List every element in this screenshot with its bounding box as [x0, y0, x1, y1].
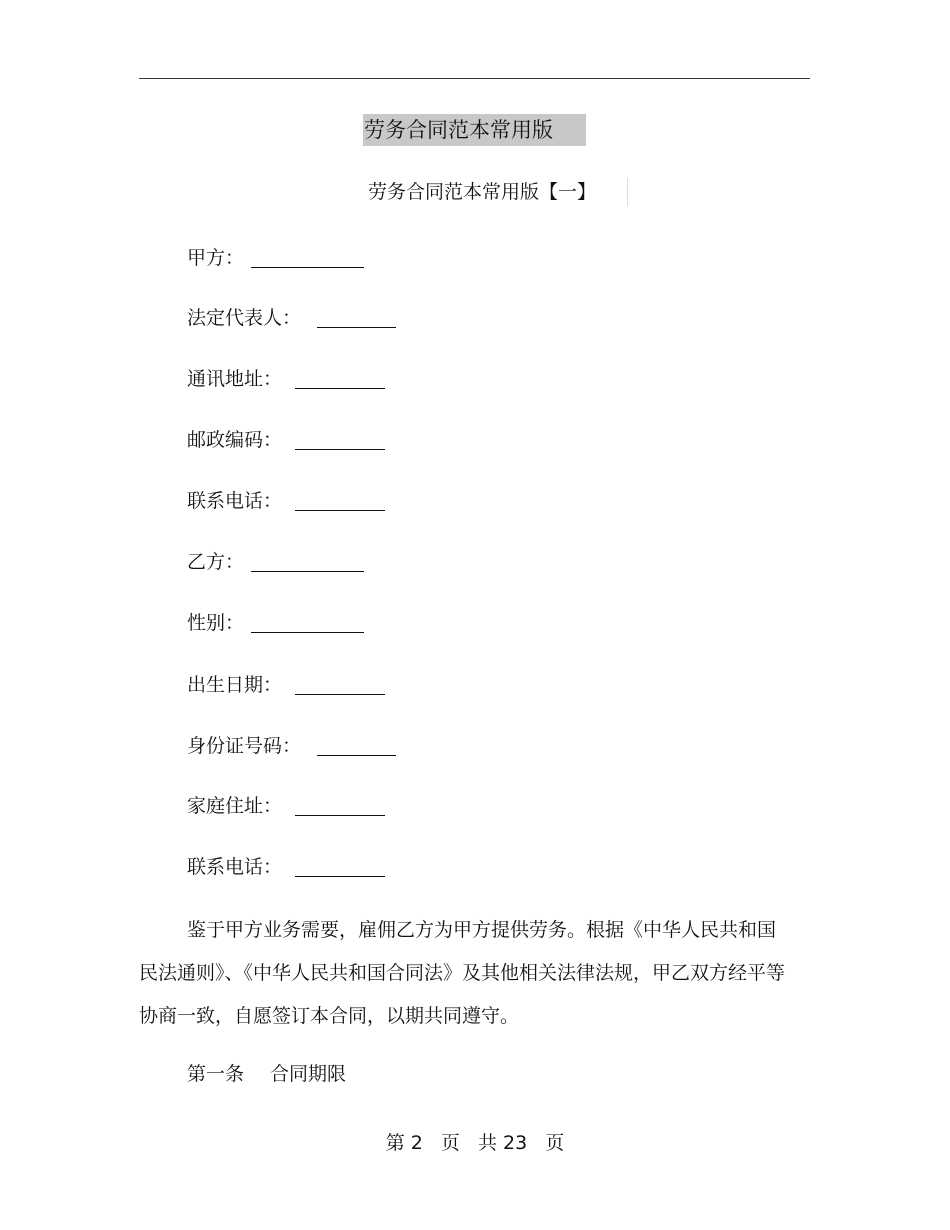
document-subtitle: 劳务合同范本常用版【一】	[368, 178, 628, 206]
field-blank-line	[251, 571, 364, 572]
footer-total-prefix: 共	[477, 1132, 497, 1154]
footer-page-prefix: 第	[385, 1132, 405, 1154]
field-label: 邮政编码：	[187, 429, 283, 451]
field-mailing-address	[187, 367, 282, 391]
field-label: 身份证号码：	[187, 735, 302, 757]
field-label: 甲方：	[187, 247, 245, 269]
footer-page-unit: 页	[440, 1132, 460, 1154]
field-blank-line	[295, 815, 385, 816]
field-label: 联系电话：	[187, 490, 283, 512]
field-blank-line	[295, 510, 385, 511]
field-gender	[187, 611, 244, 635]
field-blank-line	[251, 267, 364, 268]
footer-page-current: 2	[410, 1132, 423, 1154]
field-blank-line	[295, 388, 385, 389]
field-label: 乙方：	[187, 551, 245, 573]
field-postal-code	[187, 428, 282, 452]
field-label: 联系电话：	[187, 856, 283, 878]
field-party-a	[187, 246, 244, 270]
article-heading	[187, 1062, 346, 1086]
field-legal-representative	[187, 306, 301, 330]
field-blank-line	[295, 694, 385, 695]
field-blank-line	[295, 876, 385, 877]
footer-total-unit: 页	[545, 1132, 565, 1154]
field-blank-line	[251, 632, 364, 633]
field-phone-a	[187, 489, 282, 513]
field-label: 通讯地址：	[187, 368, 283, 390]
field-party-b	[187, 550, 244, 574]
field-home-address	[187, 794, 282, 818]
field-blank-line	[295, 449, 385, 450]
footer-page-total: 23	[503, 1132, 528, 1154]
preamble-paragraph: 鉴于甲方业务需要，雇佣乙方为甲方提供劳务。根据《中华人民共和国民法通则》、《中华人民共和国合同法》及其他相关法律法规，甲乙双方经平等协商一致，自愿签订本合同，以期共同遵守。	[139, 919, 786, 1027]
field-label: 出生日期：	[187, 674, 283, 696]
field-blank-line	[317, 755, 396, 756]
field-label: 性别：	[187, 612, 245, 634]
field-label: 法定代表人：	[187, 307, 302, 329]
field-label: 家庭住址：	[187, 795, 283, 817]
field-blank-line	[317, 327, 396, 328]
header-rule	[139, 78, 810, 79]
article-number: 第一条	[187, 1063, 245, 1085]
field-birth-date	[187, 673, 282, 697]
page-footer	[0, 1131, 950, 1155]
field-id-number	[187, 734, 301, 758]
article-title: 合同期限	[270, 1063, 347, 1085]
field-phone-b	[187, 855, 282, 879]
document-title: 劳务合同范本常用版	[363, 114, 586, 146]
